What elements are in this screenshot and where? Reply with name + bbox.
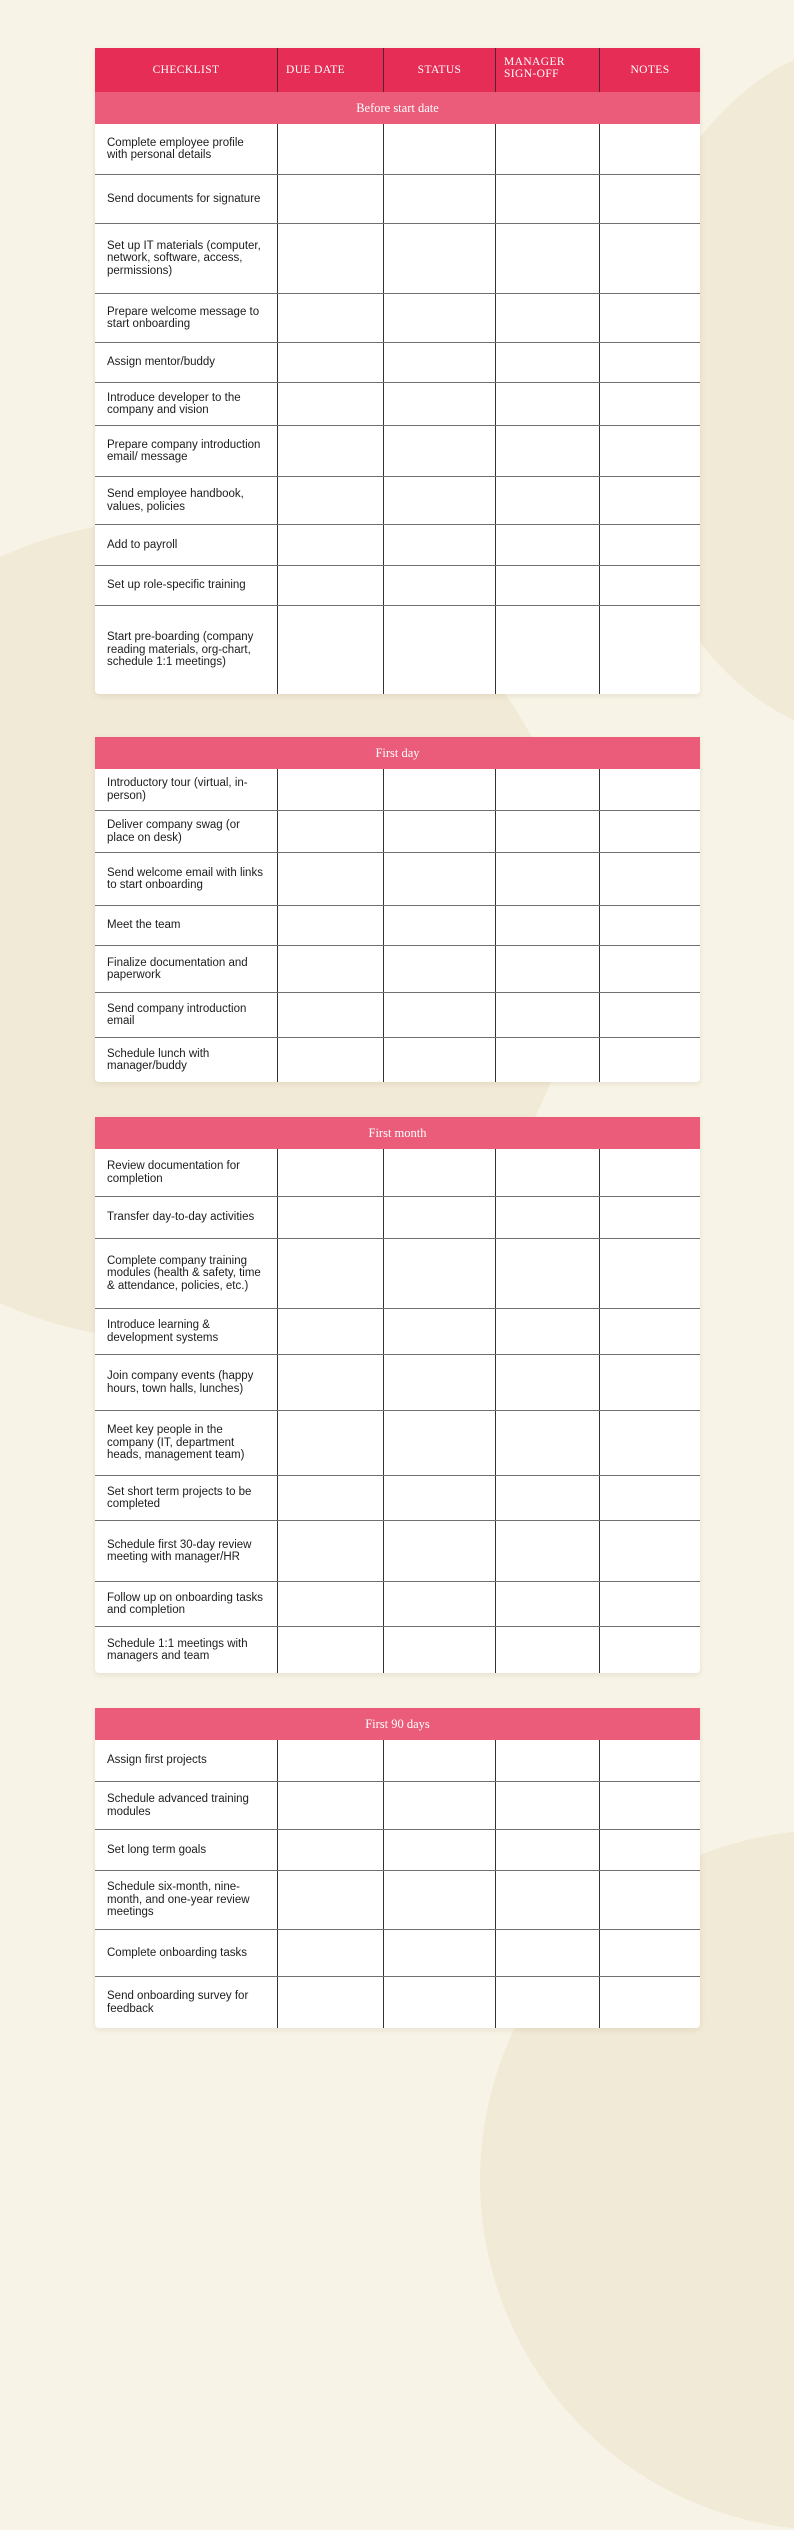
status-cell[interactable]: [384, 343, 496, 382]
column-header-checklist: CHECKLIST: [95, 48, 278, 92]
notes-cell[interactable]: [600, 224, 700, 293]
notes-cell[interactable]: [600, 1521, 700, 1581]
task-label: Assign mentor/buddy: [95, 343, 278, 382]
manager-signoff-cell[interactable]: [496, 606, 600, 694]
table-row: [95, 175, 700, 224]
manager-signoff-cell[interactable]: [496, 383, 600, 425]
status-cell[interactable]: [384, 1476, 496, 1520]
due-date-cell[interactable]: [278, 1355, 384, 1410]
status-cell[interactable]: [384, 1830, 496, 1870]
table-row: [95, 566, 700, 606]
status-cell[interactable]: [384, 294, 496, 342]
due-date-cell[interactable]: [278, 1149, 384, 1196]
table-row: [95, 1871, 700, 1930]
section-rows: [95, 769, 700, 1082]
manager-signoff-cell[interactable]: [496, 1038, 600, 1082]
notes-cell[interactable]: [600, 993, 700, 1037]
manager-signoff-cell[interactable]: [496, 1740, 600, 1781]
due-date-cell[interactable]: [278, 1930, 384, 1976]
notes-cell[interactable]: [600, 1149, 700, 1196]
due-date-cell[interactable]: [278, 1740, 384, 1781]
table-row: [95, 811, 700, 853]
status-cell[interactable]: [384, 1411, 496, 1475]
due-date-cell[interactable]: [278, 769, 384, 810]
table-row: [95, 1977, 700, 2028]
manager-signoff-cell[interactable]: [496, 769, 600, 810]
task-label: Set up role-specific training: [95, 566, 278, 605]
notes-cell[interactable]: [600, 1930, 700, 1976]
table-row: [95, 606, 700, 694]
manager-signoff-cell[interactable]: [496, 1149, 600, 1196]
table-row: [95, 1149, 700, 1197]
table-row: [95, 906, 700, 946]
status-cell[interactable]: [384, 383, 496, 425]
notes-cell[interactable]: [600, 1627, 700, 1673]
notes-cell[interactable]: [600, 1582, 700, 1626]
manager-signoff-cell[interactable]: [496, 853, 600, 905]
manager-signoff-cell[interactable]: [496, 1309, 600, 1354]
due-date-cell[interactable]: [278, 1197, 384, 1238]
due-date-cell[interactable]: [278, 343, 384, 382]
manager-signoff-cell[interactable]: [496, 1582, 600, 1626]
task-label: Send onboarding survey for feedback: [95, 1977, 278, 2028]
notes-cell[interactable]: [600, 383, 700, 425]
status-cell[interactable]: [384, 1038, 496, 1082]
notes-cell[interactable]: [600, 853, 700, 905]
manager-signoff-cell[interactable]: [496, 525, 600, 565]
task-label: Introduce learning & development systems: [95, 1309, 278, 1354]
notes-cell[interactable]: [600, 426, 700, 476]
task-label: Schedule 1:1 meetings with managers and team: [95, 1627, 278, 1673]
notes-cell[interactable]: [600, 1239, 700, 1308]
task-label: Complete company training modules (health & safety, time & attendance, policies, etc.): [95, 1239, 278, 1308]
column-header-status: STATUS: [384, 48, 496, 92]
task-label: Meet key people in the company (IT, department heads, management team): [95, 1411, 278, 1475]
due-date-cell[interactable]: [278, 906, 384, 945]
task-label: Send documents for signature: [95, 175, 278, 223]
manager-signoff-cell[interactable]: [496, 1355, 600, 1410]
table-row: [95, 946, 700, 993]
table-row: [95, 343, 700, 383]
notes-cell[interactable]: [600, 1197, 700, 1238]
table-row: [95, 426, 700, 477]
status-cell[interactable]: [384, 1977, 496, 2028]
table-row: [95, 1830, 700, 1871]
due-date-cell[interactable]: [278, 477, 384, 524]
table-row: [95, 1476, 700, 1521]
manager-signoff-cell[interactable]: [496, 1476, 600, 1520]
table-row: [95, 1521, 700, 1582]
due-date-cell[interactable]: [278, 606, 384, 694]
task-label: Set long term goals: [95, 1830, 278, 1870]
manager-signoff-cell[interactable]: [496, 1977, 600, 2028]
manager-signoff-cell[interactable]: [496, 1239, 600, 1308]
column-header-notes: NOTES: [630, 64, 670, 76]
manager-signoff-cell[interactable]: [496, 1521, 600, 1581]
table-row: [95, 477, 700, 525]
manager-signoff-cell[interactable]: [496, 993, 600, 1037]
status-cell[interactable]: [384, 175, 496, 223]
due-date-cell[interactable]: [278, 1309, 384, 1354]
status-cell[interactable]: [384, 525, 496, 565]
task-label: Set short term projects to be completed: [95, 1476, 278, 1520]
status-cell[interactable]: [384, 1239, 496, 1308]
manager-signoff-cell[interactable]: [496, 1197, 600, 1238]
manager-signoff-cell[interactable]: [496, 477, 600, 524]
section-first-month: [95, 1117, 700, 1673]
task-label: Introduce developer to the company and vision: [95, 383, 278, 425]
notes-cell[interactable]: [600, 343, 700, 382]
status-cell[interactable]: [384, 477, 496, 524]
due-date-cell[interactable]: [278, 1871, 384, 1929]
status-cell[interactable]: [384, 993, 496, 1037]
due-date-cell[interactable]: [278, 1038, 384, 1082]
due-date-cell[interactable]: [278, 1977, 384, 2028]
table-row: [95, 1411, 700, 1476]
notes-cell[interactable]: [600, 1411, 700, 1475]
task-label: Prepare company introduction email/ message: [95, 426, 278, 476]
notes-cell[interactable]: [600, 606, 700, 694]
task-label: Send welcome email with links to start onboarding: [95, 853, 278, 905]
due-date-cell[interactable]: [278, 124, 384, 174]
due-date-cell[interactable]: [278, 946, 384, 992]
notes-cell[interactable]: [600, 811, 700, 852]
manager-signoff-cell[interactable]: [496, 1627, 600, 1673]
notes-cell[interactable]: [600, 294, 700, 342]
notes-cell[interactable]: [600, 946, 700, 992]
table-row: [95, 993, 700, 1038]
status-cell[interactable]: [384, 906, 496, 945]
status-cell[interactable]: [384, 224, 496, 293]
task-label: Complete onboarding tasks: [95, 1930, 278, 1976]
status-cell[interactable]: [384, 1930, 496, 1976]
status-cell[interactable]: [384, 1627, 496, 1673]
due-date-cell[interactable]: [278, 426, 384, 476]
due-date-cell[interactable]: [278, 224, 384, 293]
due-date-cell[interactable]: [278, 1627, 384, 1673]
task-label: Assign first projects: [95, 1740, 278, 1781]
due-date-cell[interactable]: [278, 1830, 384, 1870]
notes-cell[interactable]: [600, 1977, 700, 2028]
table-row: [95, 1239, 700, 1309]
task-label: Join company events (happy hours, town halls, lunches): [95, 1355, 278, 1410]
table-header: [95, 48, 700, 92]
notes-cell[interactable]: [600, 1830, 700, 1870]
notes-cell[interactable]: [600, 1476, 700, 1520]
manager-signoff-cell[interactable]: [496, 343, 600, 382]
manager-signoff-cell[interactable]: [496, 224, 600, 293]
table-row: [95, 1740, 700, 1782]
task-label: Schedule first 30-day review meeting with manager/HR: [95, 1521, 278, 1581]
task-label: Follow up on onboarding tasks and completion: [95, 1582, 278, 1626]
task-label: Meet the team: [95, 906, 278, 945]
task-label: Introductory tour (virtual, in-person): [95, 769, 278, 810]
section-title: First 90 days: [95, 1708, 700, 1740]
section-rows: [95, 1740, 700, 2028]
status-cell[interactable]: [384, 1740, 496, 1781]
notes-cell[interactable]: [600, 525, 700, 565]
manager-signoff-cell[interactable]: [496, 1830, 600, 1870]
due-date-cell[interactable]: [278, 853, 384, 905]
table-row: [95, 525, 700, 566]
table-row: [95, 1782, 700, 1830]
manager-signoff-cell[interactable]: [496, 1782, 600, 1829]
section-title: First day: [95, 737, 700, 769]
task-label: Set up IT materials (computer, network, software, access, permissions): [95, 224, 278, 293]
status-cell[interactable]: [384, 1582, 496, 1626]
due-date-cell[interactable]: [278, 566, 384, 605]
manager-signoff-cell[interactable]: [496, 811, 600, 852]
manager-signoff-cell[interactable]: [496, 946, 600, 992]
notes-cell[interactable]: [600, 1038, 700, 1082]
table-row: [95, 769, 700, 811]
notes-cell[interactable]: [600, 1782, 700, 1829]
table-row: [95, 1930, 700, 1977]
status-cell[interactable]: [384, 426, 496, 476]
status-cell[interactable]: [384, 853, 496, 905]
column-header-manager-signoff: MANAGER SIGN-OFF: [496, 48, 600, 92]
manager-signoff-cell[interactable]: [496, 175, 600, 223]
status-cell[interactable]: [384, 566, 496, 605]
status-cell[interactable]: [384, 124, 496, 174]
column-header-due-date: DUE DATE: [278, 48, 384, 92]
due-date-cell[interactable]: [278, 1521, 384, 1581]
task-label: Transfer day-to-day activities: [95, 1197, 278, 1238]
section-first-90-days: [95, 1708, 700, 2028]
task-label: Add to payroll: [95, 525, 278, 565]
due-date-cell[interactable]: [278, 1582, 384, 1626]
due-date-cell[interactable]: [278, 1476, 384, 1520]
notes-cell[interactable]: [600, 1740, 700, 1781]
table-row: [95, 124, 700, 175]
notes-cell[interactable]: [600, 477, 700, 524]
task-label: Review documentation for completion: [95, 1149, 278, 1196]
section-title: Before start date: [95, 92, 700, 124]
manager-signoff-cell[interactable]: [496, 426, 600, 476]
task-label: Schedule advanced training modules: [95, 1782, 278, 1829]
section-rows: [95, 1149, 700, 1673]
status-cell[interactable]: [384, 1355, 496, 1410]
table-row: [95, 294, 700, 343]
due-date-cell[interactable]: [278, 525, 384, 565]
manager-signoff-cell[interactable]: [496, 566, 600, 605]
table-row: [95, 1582, 700, 1627]
due-date-cell[interactable]: [278, 993, 384, 1037]
due-date-cell[interactable]: [278, 811, 384, 852]
due-date-cell[interactable]: [278, 294, 384, 342]
table-row: [95, 1197, 700, 1239]
task-label: Finalize documentation and paperwork: [95, 946, 278, 992]
due-date-cell[interactable]: [278, 383, 384, 425]
notes-cell[interactable]: [600, 906, 700, 945]
task-label: Send employee handbook, values, policies: [95, 477, 278, 524]
task-label: Start pre-boarding (company reading materials, org-chart, schedule 1:1 meetings): [95, 606, 278, 694]
due-date-cell[interactable]: [278, 1782, 384, 1829]
section-before-start-date: [95, 48, 700, 694]
notes-cell[interactable]: [600, 124, 700, 174]
notes-cell[interactable]: [600, 1309, 700, 1354]
section-first-day: [95, 737, 700, 1082]
manager-signoff-cell[interactable]: [496, 906, 600, 945]
status-cell[interactable]: [384, 1149, 496, 1196]
manager-signoff-cell[interactable]: [496, 1411, 600, 1475]
task-label: Schedule six-month, nine-month, and one-year review meetings: [95, 1871, 278, 1929]
table-row: [95, 1627, 700, 1673]
task-label: Complete employee profile with personal details: [95, 124, 278, 174]
status-cell[interactable]: [384, 1521, 496, 1581]
due-date-cell[interactable]: [278, 1239, 384, 1308]
status-cell[interactable]: [384, 811, 496, 852]
table-row: [95, 1038, 700, 1082]
manager-signoff-cell[interactable]: [496, 1871, 600, 1929]
table-row: [95, 224, 700, 294]
status-cell[interactable]: [384, 769, 496, 810]
manager-signoff-cell[interactable]: [496, 1930, 600, 1976]
status-cell[interactable]: [384, 1782, 496, 1829]
task-label: Prepare welcome message to start onboarding: [95, 294, 278, 342]
status-cell[interactable]: [384, 1871, 496, 1929]
notes-cell[interactable]: [600, 1355, 700, 1410]
notes-cell[interactable]: [600, 769, 700, 810]
manager-signoff-cell[interactable]: [496, 294, 600, 342]
notes-cell[interactable]: [600, 1871, 700, 1929]
table-row: [95, 853, 700, 906]
task-label: Schedule lunch with manager/buddy: [95, 1038, 278, 1082]
status-cell[interactable]: [384, 1309, 496, 1354]
table-row: [95, 1355, 700, 1411]
table-row: [95, 383, 700, 426]
due-date-cell[interactable]: [278, 1411, 384, 1475]
section-title: First month: [95, 1117, 700, 1149]
status-cell[interactable]: [384, 1197, 496, 1238]
task-label: Deliver company swag (or place on desk): [95, 811, 278, 852]
section-rows: [95, 124, 700, 694]
status-cell[interactable]: [384, 946, 496, 992]
status-cell[interactable]: [384, 606, 496, 694]
notes-cell[interactable]: [600, 175, 700, 223]
notes-cell[interactable]: [600, 566, 700, 605]
manager-signoff-cell[interactable]: [496, 124, 600, 174]
task-label: Send company introduction email: [95, 993, 278, 1037]
table-row: [95, 1309, 700, 1355]
due-date-cell[interactable]: [278, 175, 384, 223]
